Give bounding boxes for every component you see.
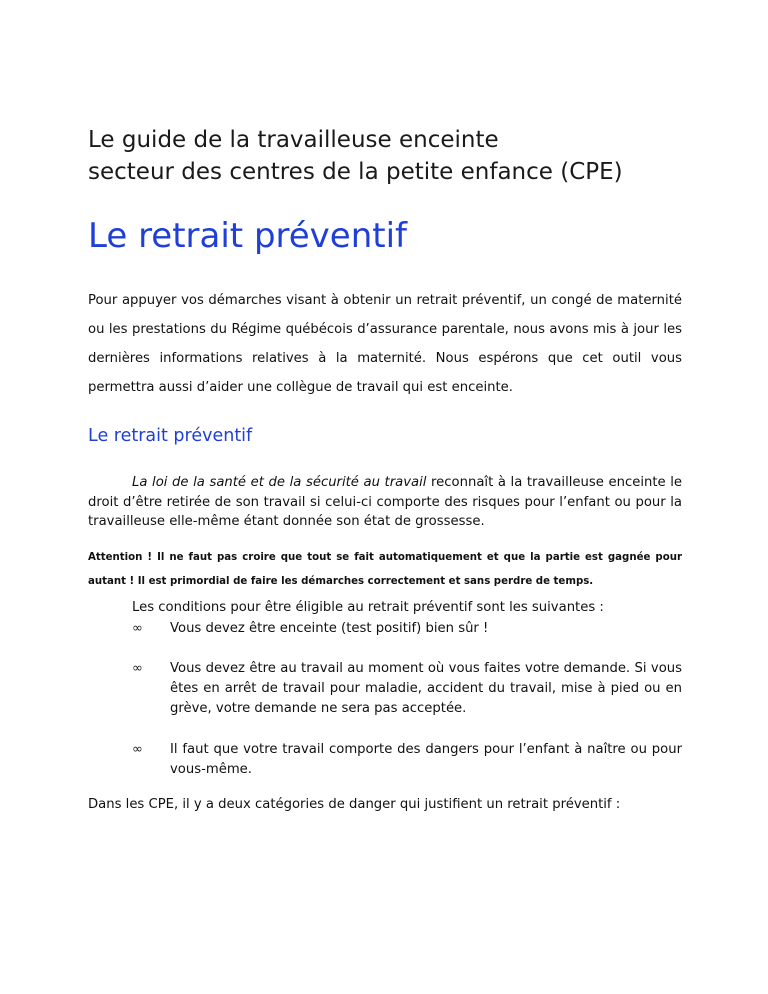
condition-item [132,740,682,780]
condition-text: Vous devez être enceinte (test positif) bien sûr ! [170,621,489,636]
closing-line: Dans les CPE, il y a deux catégories de danger qui justifient un retrait préventif : [88,797,621,812]
law-name: La loi de la santé et de la sécurité au travail [132,475,427,490]
infinity-bullet-icon: ∞ [132,742,143,757]
law-paragraph-rest: reconnaît à la travailleuse enceinte le droit d’être retirée de son travail si celui-ci comporte des risques pour l’enfant ou pour la travailleuse elle-même étant donnée son état de grossesse. [88,475,682,529]
law-paragraph [88,473,682,532]
section-heading: Le retrait préventif [88,426,253,446]
guide-title-line-1: Le guide de la travailleuse enceinte [88,127,499,153]
condition-item [132,659,682,719]
intro-paragraph: Pour appuyer vos démarches visant à obtenir un retrait préventif, un congé de maternité ou les prestations du Régime québécois d’assurance parentale, nous avons mis à jour les dernières informations relatives à la maternité. Nous espérons que cet outil vous permettra aussi d’aider une collègue de travail qui est enceinte. [88,293,682,395]
guide-title-line-2: secteur des centres de la petite enfance (CPE) [88,159,623,185]
infinity-bullet-icon: ∞ [132,621,143,636]
condition-text: Vous devez être au travail au moment où vous faites votre demande. Si vous êtes en arrêt de travail pour maladie, accident du travail, mise à pied ou en grève, votre demande ne sera pas acceptée. [170,661,682,716]
condition-item [132,619,682,639]
condition-text: Il faut que votre travail comporte des dangers pour l’enfant à naître ou pour vous-même. [170,742,682,777]
infinity-bullet-icon: ∞ [132,661,143,676]
attention-note: Attention ! Il ne faut pas croire que tout se fait automatiquement et que la partie est gagnée pour autant ! Il est primordial de faire les démarches correctement et sans perdre de temps. [88,552,682,587]
conditions-intro: Les conditions pour être éligible au retrait préventif sont les suivantes : [132,600,604,615]
guide-title [88,124,728,188]
main-heading: Le retrait préventif [88,216,408,256]
